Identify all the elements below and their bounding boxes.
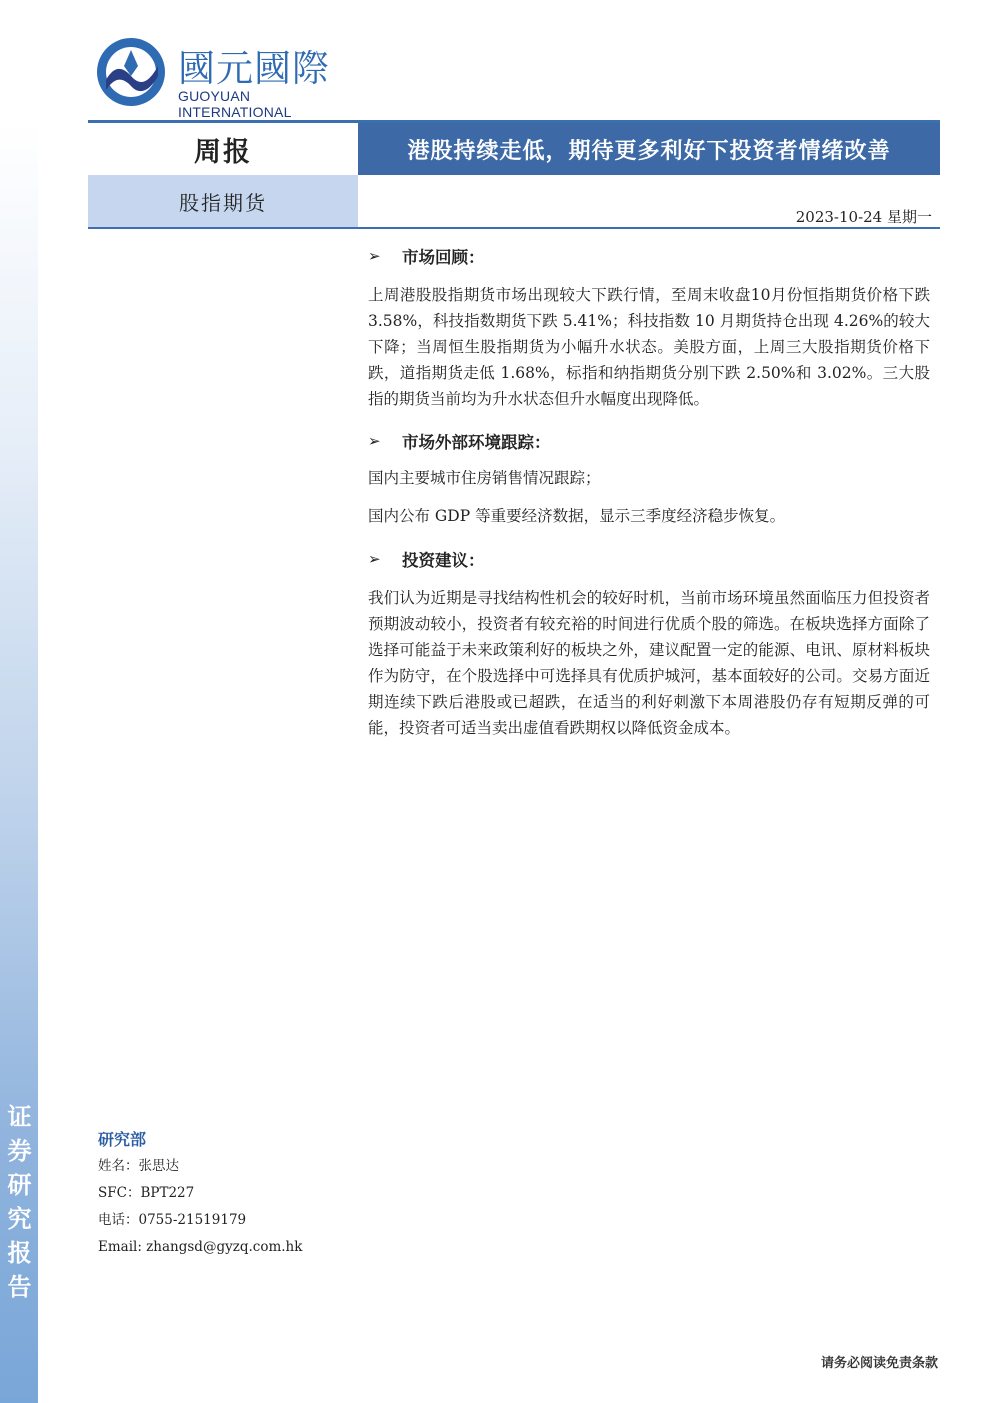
report-date: 2023-10-24 星期一 [795, 208, 932, 226]
logo-name-en: GUOYUAN INTERNATIONAL [178, 88, 292, 120]
logo-name-cn: 國元國際 [178, 47, 330, 90]
arrow-bullet-icon: ➢ [368, 432, 381, 450]
report-body [368, 240, 930, 741]
section-heading-text: 市场外部环境跟踪： [402, 433, 551, 452]
section-heading-text: 市场回顾： [402, 248, 485, 267]
paragraph: 国内公布 GDP 等重要经济数据，显示三季度经济稳步恢复。 [368, 507, 786, 525]
side-label: 证券研究报告 [3, 1104, 32, 1308]
report-category: 股指期货 [88, 175, 358, 227]
report-title: 港股持续走低，期待更多利好下投资者情绪改善 [358, 123, 940, 175]
paragraph: 上周港股股指期货市场出现较大下跌行情，至周末收盘10月份恒指期货价格下跌 3.58%，科技指数期货下跌 5.41%；科技指数 10 月期货持仓出现 4.26%的较大下降；当周恒生股指期货为小幅升水状态。美股方面，上周三大股指期货价格下跌，道指期货走低 1.68%，标指和纳指期货分别下跌 2.50%和 3.02%。三大股指的期货当前均为升水状态但升水幅度出现降低。 [368, 286, 930, 408]
section-heading [368, 240, 930, 272]
department: 研究部 [98, 1130, 147, 1149]
analyst-sfc: SFC：BPT227 [98, 1185, 195, 1201]
arrow-bullet-icon: ➢ [368, 550, 381, 568]
company-logo [94, 36, 364, 120]
section-heading-text: 投资建议： [402, 551, 485, 570]
section-heading [368, 425, 930, 457]
arrow-bullet-icon: ➢ [368, 247, 381, 265]
report-type: 周报 [194, 136, 252, 168]
section-investment-advice [368, 543, 930, 741]
disclaimer-link[interactable]: 请务必阅读免责条款 [820, 1356, 938, 1371]
analyst-name: 姓名：张思达 [98, 1158, 179, 1174]
analyst-contact [98, 1127, 358, 1261]
analyst-phone: 电话：0755-21519179 [98, 1212, 247, 1228]
logo-mark-icon [94, 36, 168, 108]
header-bottom-rule [88, 227, 940, 229]
paragraph: 国内主要城市住房销售情况跟踪； [368, 469, 601, 487]
analyst-email[interactable]: Email: zhangsd@gyzq.com.hk [98, 1239, 303, 1255]
paragraph: 我们认为近期是寻找结构性机会的较好时机，当前市场环境虽然面临压力但投资者预期波动较小，投资者有较充裕的时间进行优质个股的筛选。在板块选择方面除了选择可能益于未来政策利好的板块之外，建议配置一定的能源、电讯、原材料板块作为防守，在个股选择中可选择具有优质护城河，基本面较好的公司。交易方面近期连续下跌后港股或已超跌，在适当的利好刺激下本周港股仍存有短期反弹的可能，投资者可适当卖出虚值看跌期权以降低资金成本。 [368, 589, 930, 737]
section-market-review [368, 240, 930, 412]
section-external-environment [368, 425, 930, 529]
section-heading [368, 543, 930, 575]
